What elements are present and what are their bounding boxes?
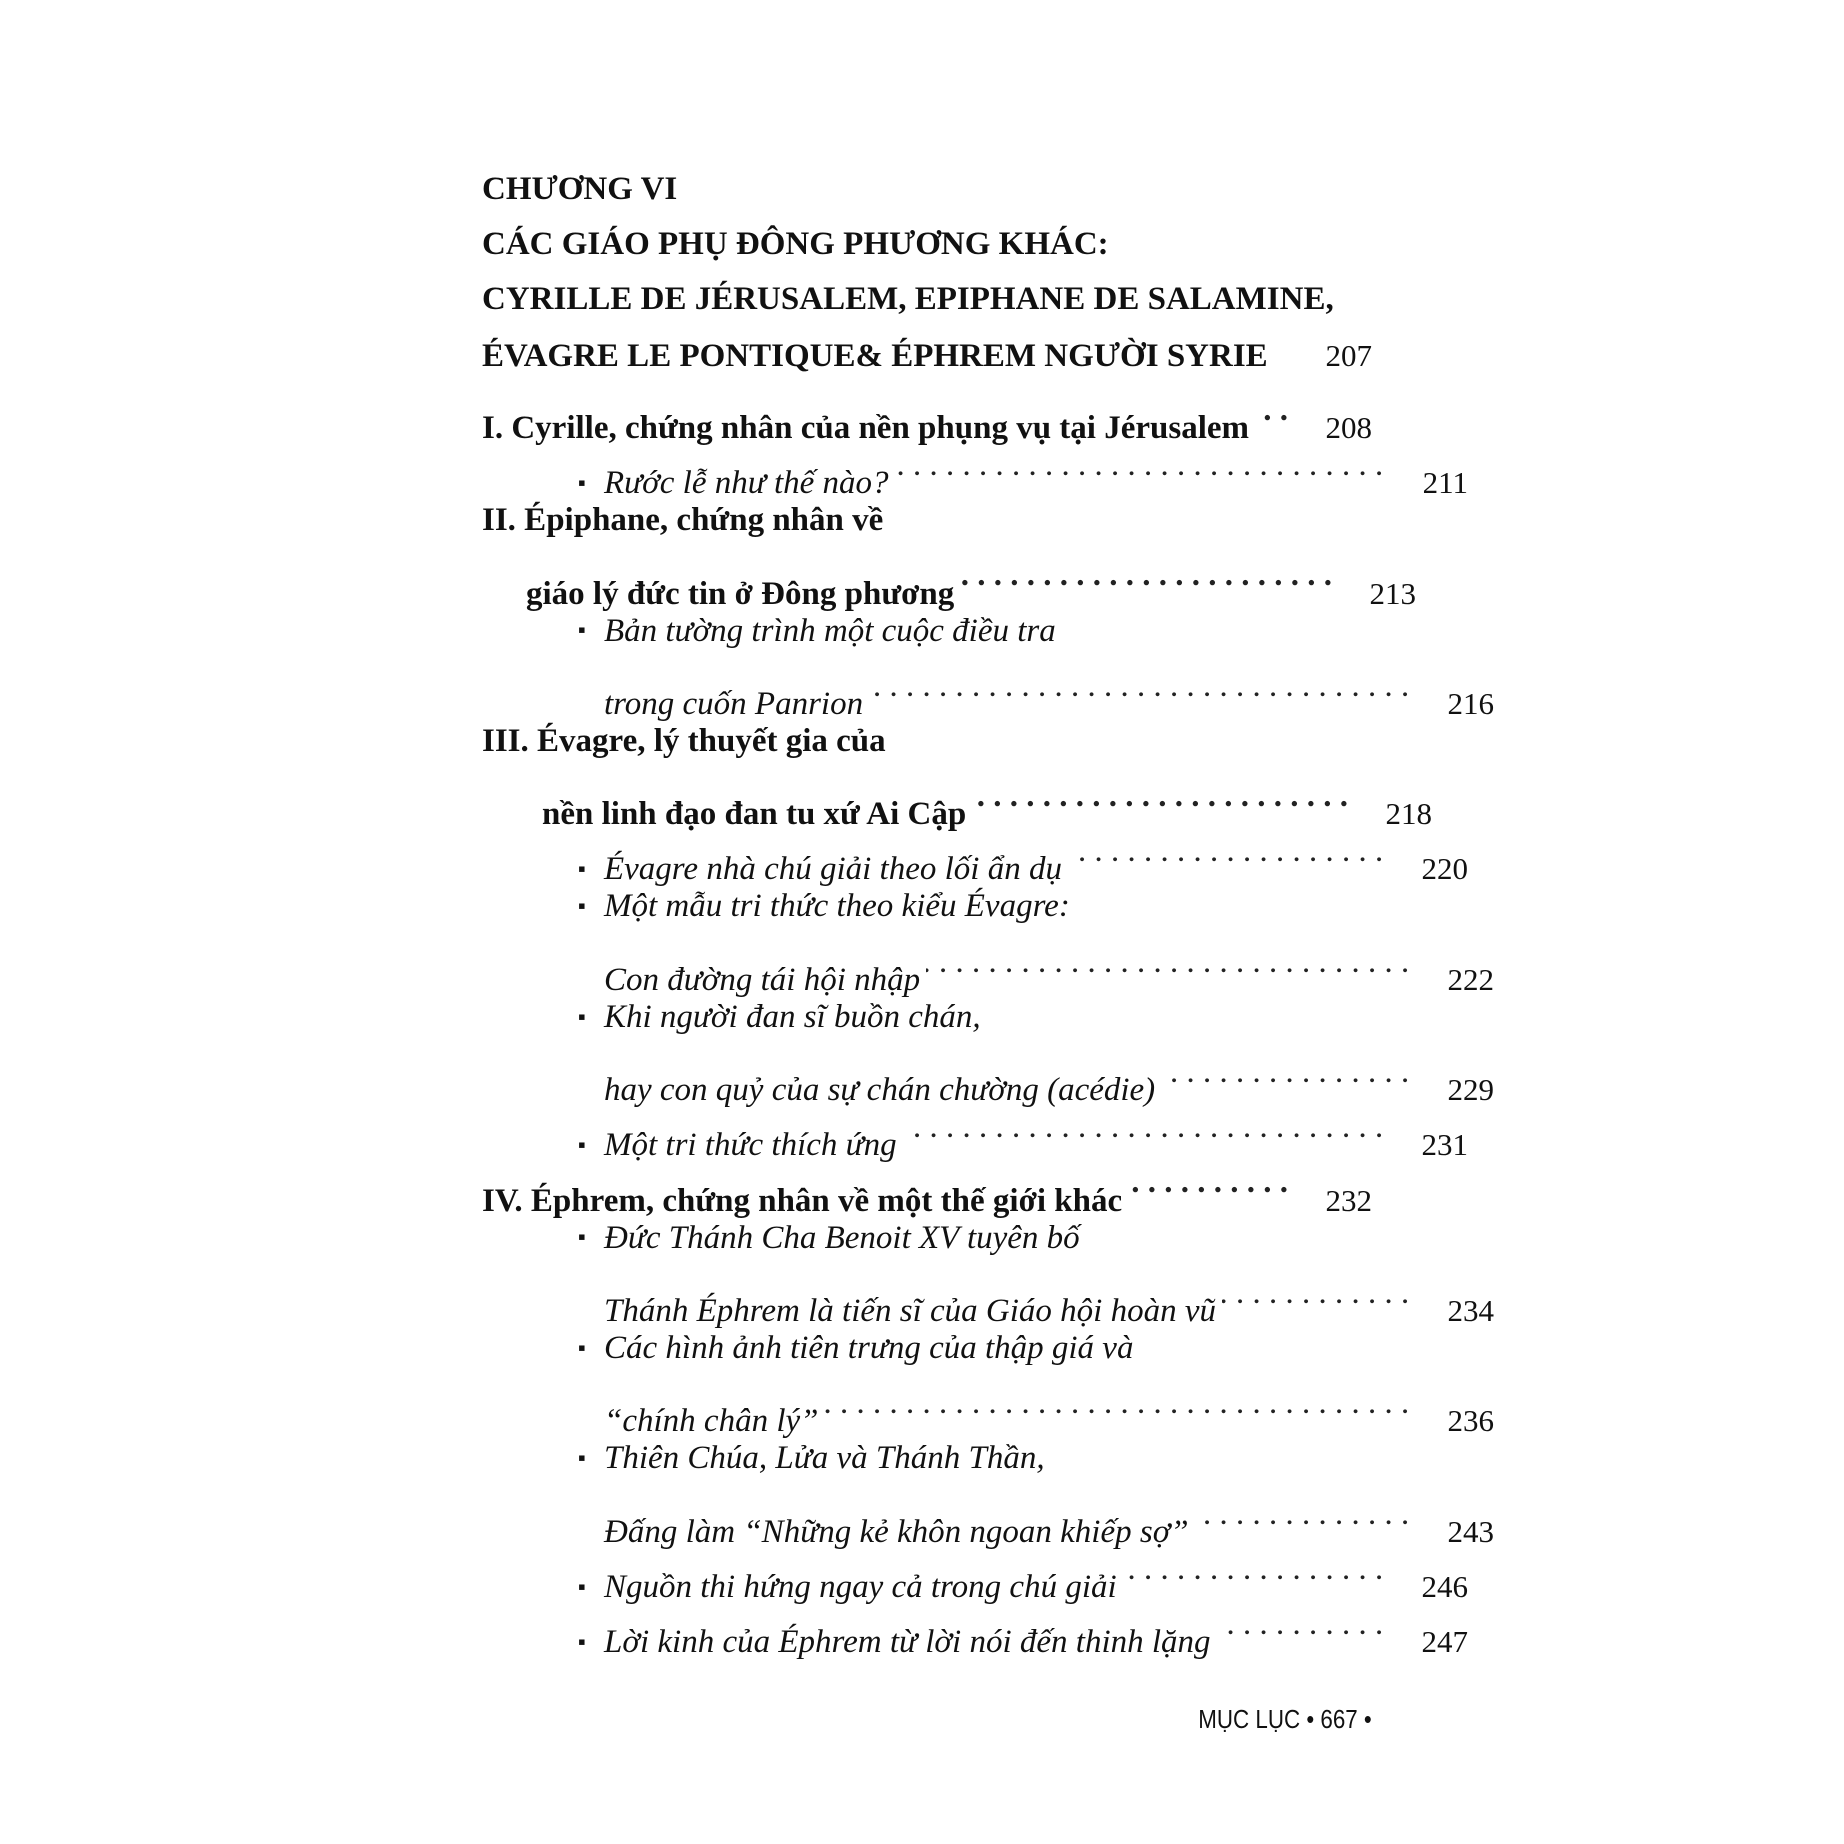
dot-leader bbox=[895, 438, 1398, 493]
dot-leader bbox=[972, 769, 1362, 824]
toc-entry bbox=[482, 1155, 1372, 1219]
table-of-contents bbox=[482, 162, 1494, 1661]
page-number: 218 bbox=[1385, 796, 1432, 832]
dot-leader bbox=[1217, 1597, 1398, 1652]
toc-entry-title bbox=[578, 990, 987, 1047]
bullet-icon: ▪ bbox=[578, 893, 586, 919]
toc-entry-text: Thiên Chúa, Lửa và Thánh Thần, bbox=[604, 1440, 1045, 1477]
toc-entry bbox=[482, 604, 1468, 659]
toc-entry-text: I. Cyrille, chứng nhân của nền phụng vụ tại Jérusalem bbox=[482, 409, 1250, 446]
toc-entry-text: hay con quỷ của sự chán chường (acédie) bbox=[604, 1072, 1156, 1109]
toc-entry bbox=[482, 1431, 1468, 1486]
toc-entry-text: Đấng làm “Những kẻ khôn ngoan khiếp sợ” bbox=[604, 1513, 1189, 1550]
toc-entry bbox=[482, 1542, 1468, 1605]
toc-entry-title bbox=[578, 1211, 1086, 1268]
chapter-title-line: ÉVAGRE LE PONTIQUE& ÉPHREM NGƯỜI SYRIE 207 bbox=[482, 328, 1372, 383]
bullet-icon: ▪ bbox=[578, 617, 586, 643]
toc-entry bbox=[482, 1376, 1494, 1440]
page-number: 213 bbox=[1369, 575, 1416, 611]
toc-entry bbox=[482, 493, 1372, 548]
toc-entry bbox=[482, 383, 1372, 446]
toc-entry-text: IV. Éphrem, chứng nhân về một thế giới khác bbox=[482, 1182, 1123, 1219]
toc-entry bbox=[482, 935, 1494, 998]
toc-entry-text: III. Évagre, lý thuyết gia của bbox=[482, 722, 886, 759]
bullet-icon: ▪ bbox=[578, 1573, 586, 1599]
toc-entry-text: “chính chân lý” bbox=[604, 1403, 819, 1440]
running-header: MỤC LỤC bbox=[1198, 1704, 1301, 1734]
toc-entry-text: trong cuốn Panrion bbox=[604, 685, 864, 722]
toc-entry-title bbox=[482, 493, 889, 548]
page-number: 243 bbox=[1447, 1513, 1494, 1549]
chapter-title-line: CÁC GIÁO PHỤ ĐÔNG PHƯƠNG KHÁC: bbox=[482, 226, 1109, 263]
toc-entry-title bbox=[578, 1431, 1051, 1488]
toc-entry bbox=[482, 714, 1372, 769]
toc-entry-text: Con đường tái hội nhập bbox=[604, 961, 921, 998]
toc-entry-text: Một mẫu tri thức theo kiểu Évagre: bbox=[604, 888, 1070, 925]
bullet-icon: ▪ bbox=[578, 1132, 586, 1158]
page-number: 211 bbox=[1422, 465, 1468, 501]
dot-leader bbox=[869, 659, 1424, 714]
dot-leader bbox=[1195, 1487, 1424, 1542]
bullet-icon: ▪ bbox=[578, 1224, 586, 1250]
page-number: 246 bbox=[1421, 1568, 1468, 1604]
toc-entry-text: Thánh Éphrem là tiến sĩ của Giáo hội hoàn vũ bbox=[604, 1292, 1216, 1329]
toc-entry-title bbox=[578, 1321, 1139, 1378]
toc-entry bbox=[482, 659, 1494, 722]
toc-entries bbox=[482, 383, 1494, 1661]
bullet-icon: ▪ bbox=[578, 1445, 586, 1471]
bullet-icon: ▪ bbox=[578, 469, 586, 495]
toc-entry-title bbox=[578, 879, 1076, 936]
toc-entry-text: Nguồn thi hứng ngay cả trong chú giải bbox=[604, 1568, 1117, 1605]
toc-entry-text: nền linh đạo đan tu xứ Ai Cập bbox=[542, 796, 967, 833]
dot-leader bbox=[1222, 1266, 1424, 1321]
chapter-title-line: CYRILLE DE JÉRUSALEM, EPIPHANE DE SALAMINE, bbox=[482, 281, 1334, 318]
toc-entry-text: Khi người đan sĩ buồn chán, bbox=[604, 998, 981, 1035]
page-footer bbox=[1198, 1704, 1372, 1735]
toc-entry-text: Lời kinh của Éphrem từ lời nói đến thinh lặng bbox=[604, 1624, 1211, 1661]
dot-leader bbox=[926, 935, 1424, 990]
toc-entry-text: Đức Thánh Cha Benoit XV tuyên bố bbox=[604, 1219, 1080, 1256]
toc-entry bbox=[482, 824, 1468, 888]
toc-entry-text: II. Épiphane, chứng nhân về bbox=[482, 502, 884, 539]
toc-entry-title bbox=[578, 604, 1062, 661]
toc-entry bbox=[482, 1045, 1494, 1109]
toc-entry-title bbox=[578, 1615, 1217, 1672]
dot-leader bbox=[960, 548, 1346, 603]
dot-leader bbox=[1123, 1542, 1398, 1597]
bullet-icon: ▪ bbox=[578, 856, 586, 882]
toc-entry bbox=[482, 879, 1468, 934]
dot-leader bbox=[1128, 1155, 1302, 1210]
bullet-icon: ▪ bbox=[578, 1003, 586, 1029]
bullet-icon: ▪ bbox=[578, 1628, 586, 1654]
dot-leader bbox=[903, 1100, 1398, 1155]
toc-entry bbox=[482, 548, 1416, 612]
page-number: 208 bbox=[1325, 409, 1372, 445]
page-number: 232 bbox=[1325, 1182, 1372, 1218]
chapter-label: CHƯƠNG VI bbox=[482, 171, 678, 207]
toc-entry bbox=[482, 1487, 1494, 1550]
toc-entry-text: Bản tường trình một cuộc điều tra bbox=[604, 612, 1056, 649]
toc-entry-text: giáo lý đức tin ở Đông phương bbox=[526, 575, 955, 612]
folio-number: 667 bbox=[1320, 1704, 1358, 1734]
page-number: 207 bbox=[1325, 337, 1372, 373]
bullet-icon: ▪ bbox=[578, 1334, 586, 1360]
toc-entry bbox=[482, 1266, 1494, 1329]
dot-leader bbox=[1255, 383, 1302, 438]
toc-entry bbox=[482, 1100, 1468, 1164]
toc-entry bbox=[482, 769, 1432, 833]
page-number: 231 bbox=[1421, 1127, 1468, 1163]
page-number: 216 bbox=[1447, 685, 1494, 721]
toc-entry-text: Rước lễ như thế nào? bbox=[604, 465, 889, 502]
dot-leader bbox=[824, 1376, 1424, 1431]
page-number: 229 bbox=[1447, 1072, 1494, 1108]
dot-leader bbox=[1161, 1045, 1424, 1100]
page-number: 236 bbox=[1447, 1403, 1494, 1439]
page-number: 247 bbox=[1421, 1624, 1468, 1660]
page-number: 222 bbox=[1447, 961, 1494, 997]
page-number: 220 bbox=[1421, 851, 1468, 887]
toc-entry bbox=[482, 438, 1468, 502]
toc-entry-text: Évagre nhà chú giải theo lối ẩn dụ bbox=[604, 851, 1062, 888]
toc-entry bbox=[482, 1321, 1468, 1376]
toc-entry-title bbox=[482, 714, 892, 769]
toc-entry bbox=[482, 1211, 1468, 1266]
dot-leader bbox=[1068, 824, 1398, 879]
bullet-separator: • bbox=[1306, 1704, 1315, 1734]
toc-entry bbox=[482, 990, 1468, 1045]
page-number: 234 bbox=[1447, 1292, 1494, 1328]
toc-entry-text: Các hình ảnh tiên trưng của thập giá và bbox=[604, 1329, 1134, 1366]
toc-entry-text: Một tri thức thích ứng bbox=[604, 1127, 897, 1164]
toc-entry bbox=[482, 1597, 1468, 1661]
bullet-separator: • bbox=[1364, 1704, 1372, 1734]
